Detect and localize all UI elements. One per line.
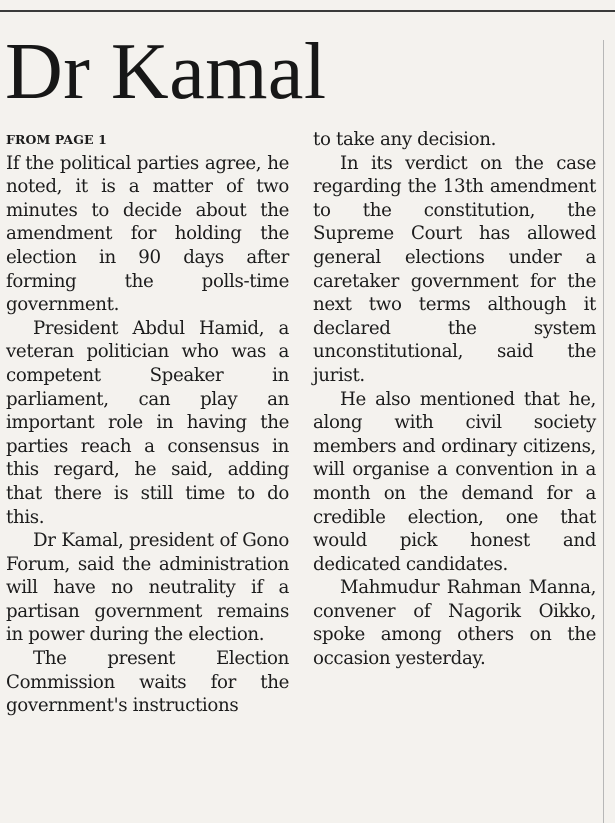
article-column-left bbox=[6, 128, 289, 718]
headline: Dr Kamal bbox=[5, 28, 327, 116]
paragraph: The present Election Commission waits for the government's instructions bbox=[6, 648, 289, 717]
top-rule bbox=[0, 10, 615, 12]
paragraph: If the political parties agree, he noted, it is a matter of two minutes to decide about the amendment for holding the election in 90 days after forming the polls-time government. bbox=[6, 152, 289, 316]
paragraph: In its verdict on the case regarding the 13th amendment to the constitution, the Supreme Court has allowed general elections under a caretaker government for the next two terms although it declared the system unconstitutional, said the jurist. bbox=[313, 152, 596, 386]
paragraph: Mahmudur Rahman Manna, convener of Nagorik Oikko, spoke among others on the occasion yesterday. bbox=[313, 577, 596, 670]
dateline: FROM PAGE 1 bbox=[6, 132, 107, 147]
paragraph: to take any decision. bbox=[313, 129, 497, 150]
paragraph: President Abdul Hamid, a veteran politician who was a competent Speaker in parliament, can play an important role in having the parties reach a consensus in this regard, he said, adding that there is still time to do this. bbox=[6, 317, 289, 528]
column-rule bbox=[603, 40, 604, 823]
paragraph: Dr Kamal, president of Gono Forum, said the administration will have no neutrality if a partisan government remains in power during the election. bbox=[6, 530, 289, 646]
paragraph: He also mentioned that he, along with civil society members and ordinary citizens, will organise a convention in a month on the demand for a credible election, one that would pick honest and dedicated candidates. bbox=[313, 388, 596, 575]
article-column-right bbox=[313, 128, 596, 671]
